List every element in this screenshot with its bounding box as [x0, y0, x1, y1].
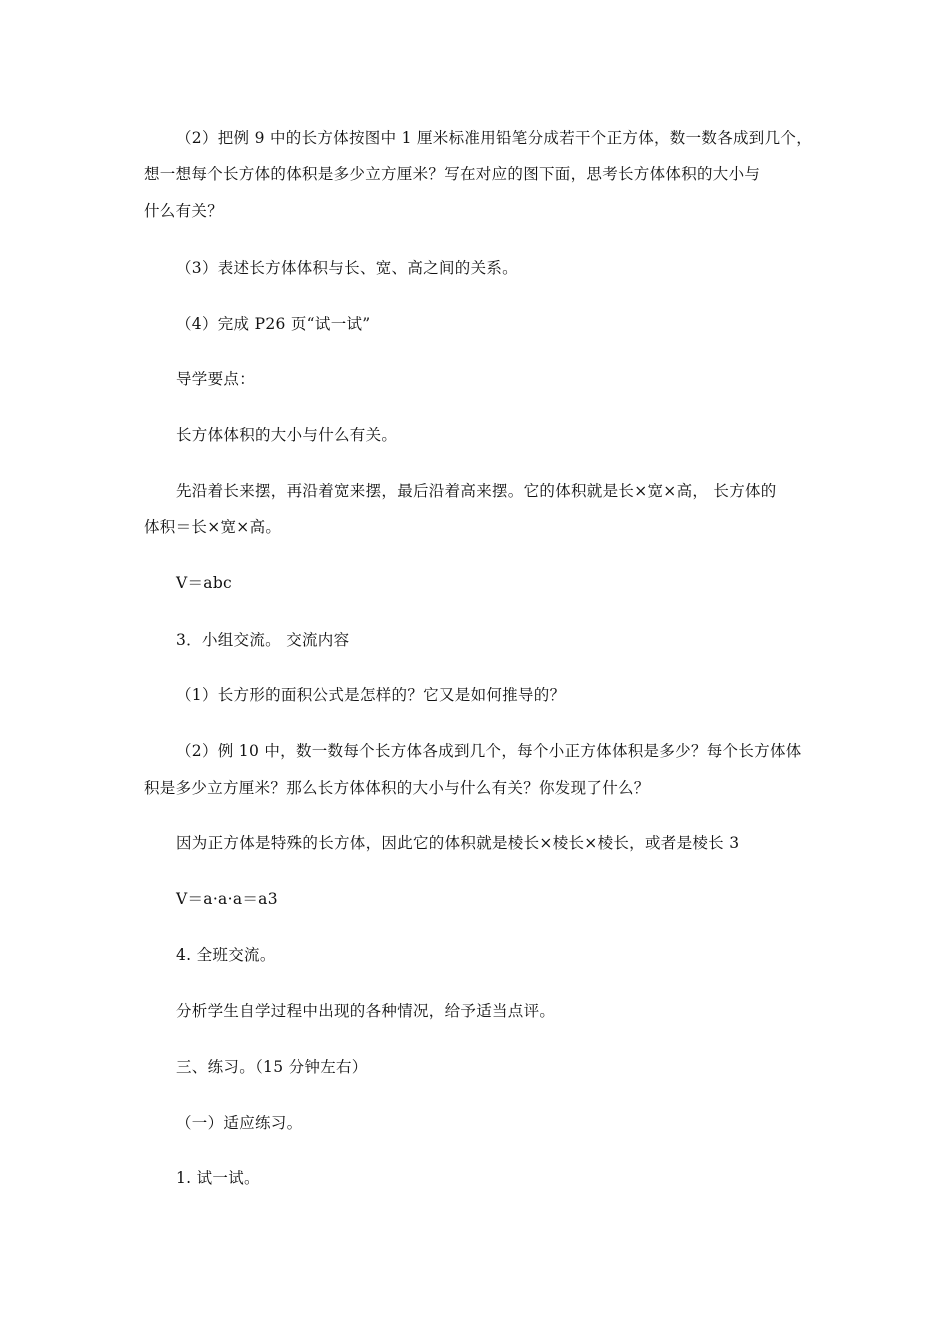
paragraph-3: （3）表述长方体体积与长、宽、高之间的关系。: [176, 259, 518, 277]
guide-point: 长方体体积的大小与什么有关。: [176, 426, 398, 444]
paragraph-2-line-2: 想一想每个长方体的体积是多少立方厘米？写在对应的图下面，思考长方体体积的大小与: [144, 165, 761, 183]
guide-heading: 导学要点：: [176, 370, 256, 388]
cube-explanation: 因为正方体是特殊的长方体，因此它的体积就是棱长×棱长×棱长，或者是棱长 3: [176, 834, 740, 852]
method-line-2: 体积＝长×宽×高。: [144, 518, 282, 536]
method-line-1: 先沿着长来摆，再沿着宽来摆，最后沿着高来摆。它的体积就是长×宽×高， 长方体的: [176, 482, 777, 500]
paragraph-2-line-3: 什么有关？: [144, 202, 224, 220]
practice-subheading: （一）适应练习。: [176, 1114, 303, 1132]
class-exchange-heading: 4. 全班交流。: [176, 946, 276, 964]
paragraph-2-line-1: （2）把例 9 中的长方体按图中 1 厘米标准用铅笔分成若干个正方体，数一数各成到几个，: [176, 129, 812, 147]
practice-item-1: 1. 试一试。: [176, 1169, 260, 1187]
analysis-text: 分析学生自学过程中出现的各种情况，给予适当点评。: [176, 1002, 556, 1020]
exchange-item-2-line-1: （2）例 10 中，数一数每个长方体各成到几个，每个小正方体体积是多少？每个长方体体: [176, 742, 802, 760]
group-exchange-heading: 3．小组交流。 交流内容: [176, 631, 350, 649]
formula-cube: V＝a·a·a＝a3: [176, 890, 278, 908]
paragraph-4: （4）完成 P26 页“试一试”: [176, 315, 371, 333]
formula-cuboid: V＝abc: [176, 574, 233, 592]
practice-heading: 三、练习。（15 分钟左右）: [176, 1058, 368, 1076]
exchange-item-1: （1）长方形的面积公式是怎样的？它又是如何推导的？: [176, 686, 566, 704]
exchange-item-2-line-2: 积是多少立方厘米？那么长方体体积的大小与什么有关？你发现了什么？: [144, 779, 650, 797]
